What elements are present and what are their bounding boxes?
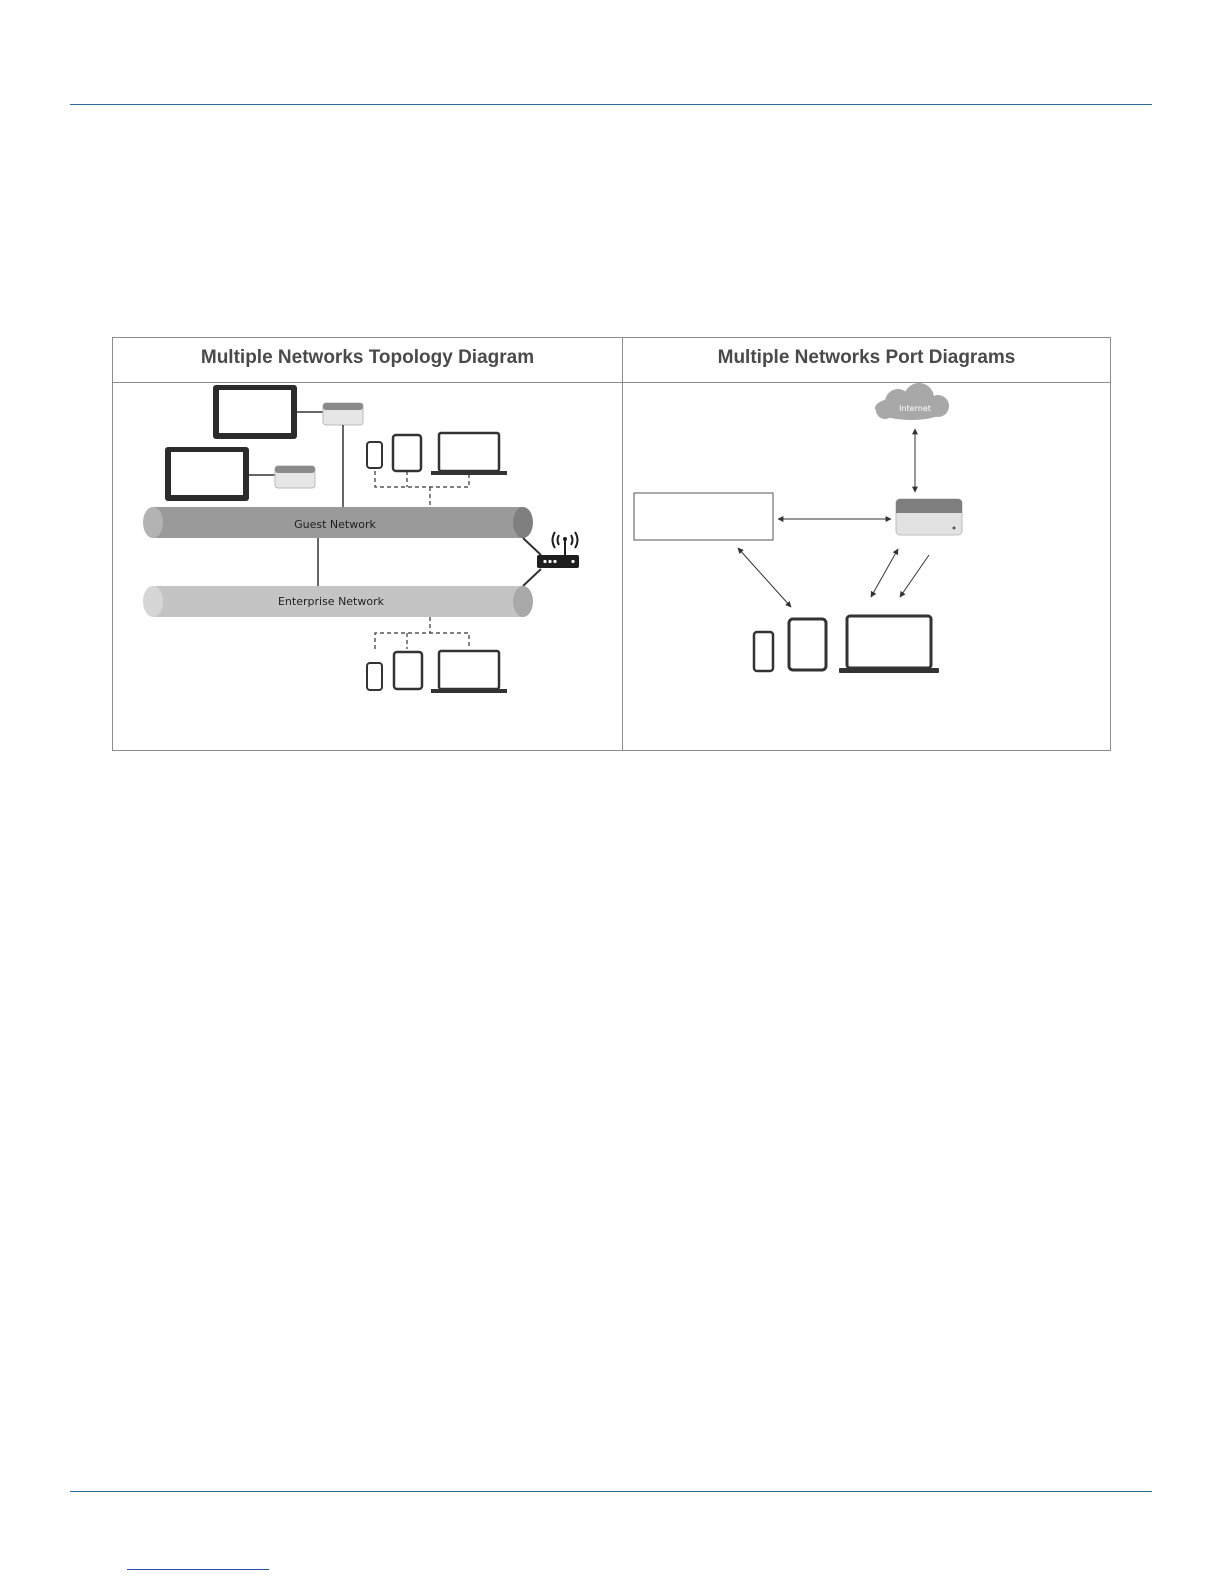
internet-label: Internet <box>899 404 931 413</box>
wireless-router-icon <box>537 532 579 568</box>
tablet-icon <box>789 619 826 670</box>
phone-icon <box>754 632 773 671</box>
display-2-icon <box>165 447 249 501</box>
guest-laptop-icon <box>431 433 507 475</box>
topology-diagram-heading: Multiple Networks Topology Diagram <box>200 347 535 368</box>
enterprise-laptop-icon <box>431 651 507 693</box>
media-player-1-icon <box>323 403 363 425</box>
footer-link-underline <box>127 1569 269 1570</box>
enterprise-phone-icon <box>367 663 382 690</box>
header-rule <box>70 104 1152 105</box>
guest-tablet-icon <box>393 435 421 471</box>
enterprise-tablet-icon <box>394 652 422 689</box>
guest-phone-icon <box>367 442 382 468</box>
laptop-icon <box>839 616 939 673</box>
footer-rule <box>70 1491 1152 1492</box>
guest-network-label: Guest Network <box>294 518 376 531</box>
network-box <box>634 493 773 540</box>
enterprise-network-label: Enterprise Network <box>277 595 385 608</box>
internet-cloud-icon <box>875 383 949 420</box>
topology-diagram <box>113 383 622 750</box>
port-diagram <box>623 383 1110 750</box>
media-player-icon <box>896 499 962 535</box>
diagram-table <box>112 337 1111 751</box>
display-1-icon <box>213 385 297 439</box>
port-diagram-heading: Multiple Networks Port Diagrams <box>717 347 1016 368</box>
media-player-2-icon <box>275 466 315 488</box>
